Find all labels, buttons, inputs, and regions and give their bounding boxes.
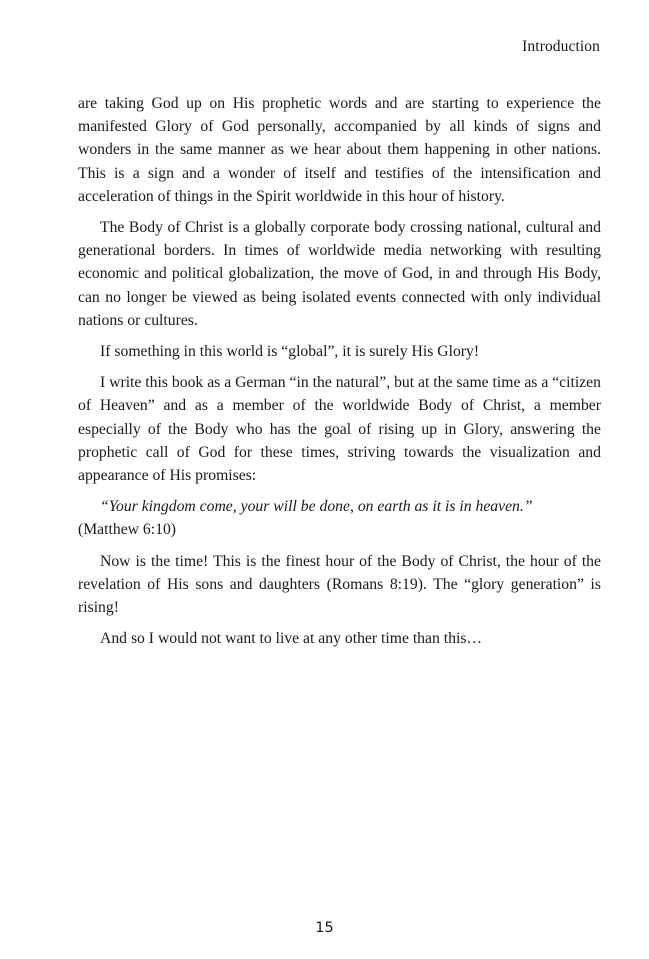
paragraph: The Body of Christ is a globally corporate body crossing national, cultural and generational borders. In times of worldwide media networking with resulting economic and political globalization, the move of God, in and through His Body, can no longer be viewed as being isolated events connected with only individual nations or cultures.	[78, 219, 601, 329]
page-number: 15	[315, 920, 334, 936]
body-text	[78, 92, 601, 658]
running-header: Introduction	[522, 38, 600, 55]
paragraph: I write this book as a German “in the natural”, but at the same time as a “citizen of Heaven” and as a member of the worldwide Body of Christ, a member especially of the Body who has the goal of rising up in Glory, answering the prophetic call of God for these times, striving towards the visualization and appearance of His promises:	[78, 374, 601, 485]
paragraph: Now is the time! This is the finest hour of the Body of Christ, the hour of the revelation of His sons and daughters (Romans 8:19). The “glory generation” is rising!	[78, 552, 601, 617]
paragraph: are taking God up on His prophetic words and are starting to experience the manifested Glory of God personally, accompanied by all kinds of signs and wonders in the same manner as we hear about them happening in other nations. This is a sign and a wonder of itself and testifies of the intensification and acceleration of things in the Spirit worldwide in this hour of history.	[78, 95, 601, 205]
paragraph: And so I would not want to live at any other time than this…	[100, 630, 483, 648]
quote-reference: (Matthew 6:10)	[78, 521, 177, 539]
scripture-quote	[78, 495, 601, 541]
quote-text: “Your kingdom come, your will be done, on earth as it is in heaven.”	[100, 498, 533, 516]
paragraph: If something in this world is “global”, it is surely His Glory!	[100, 343, 480, 361]
